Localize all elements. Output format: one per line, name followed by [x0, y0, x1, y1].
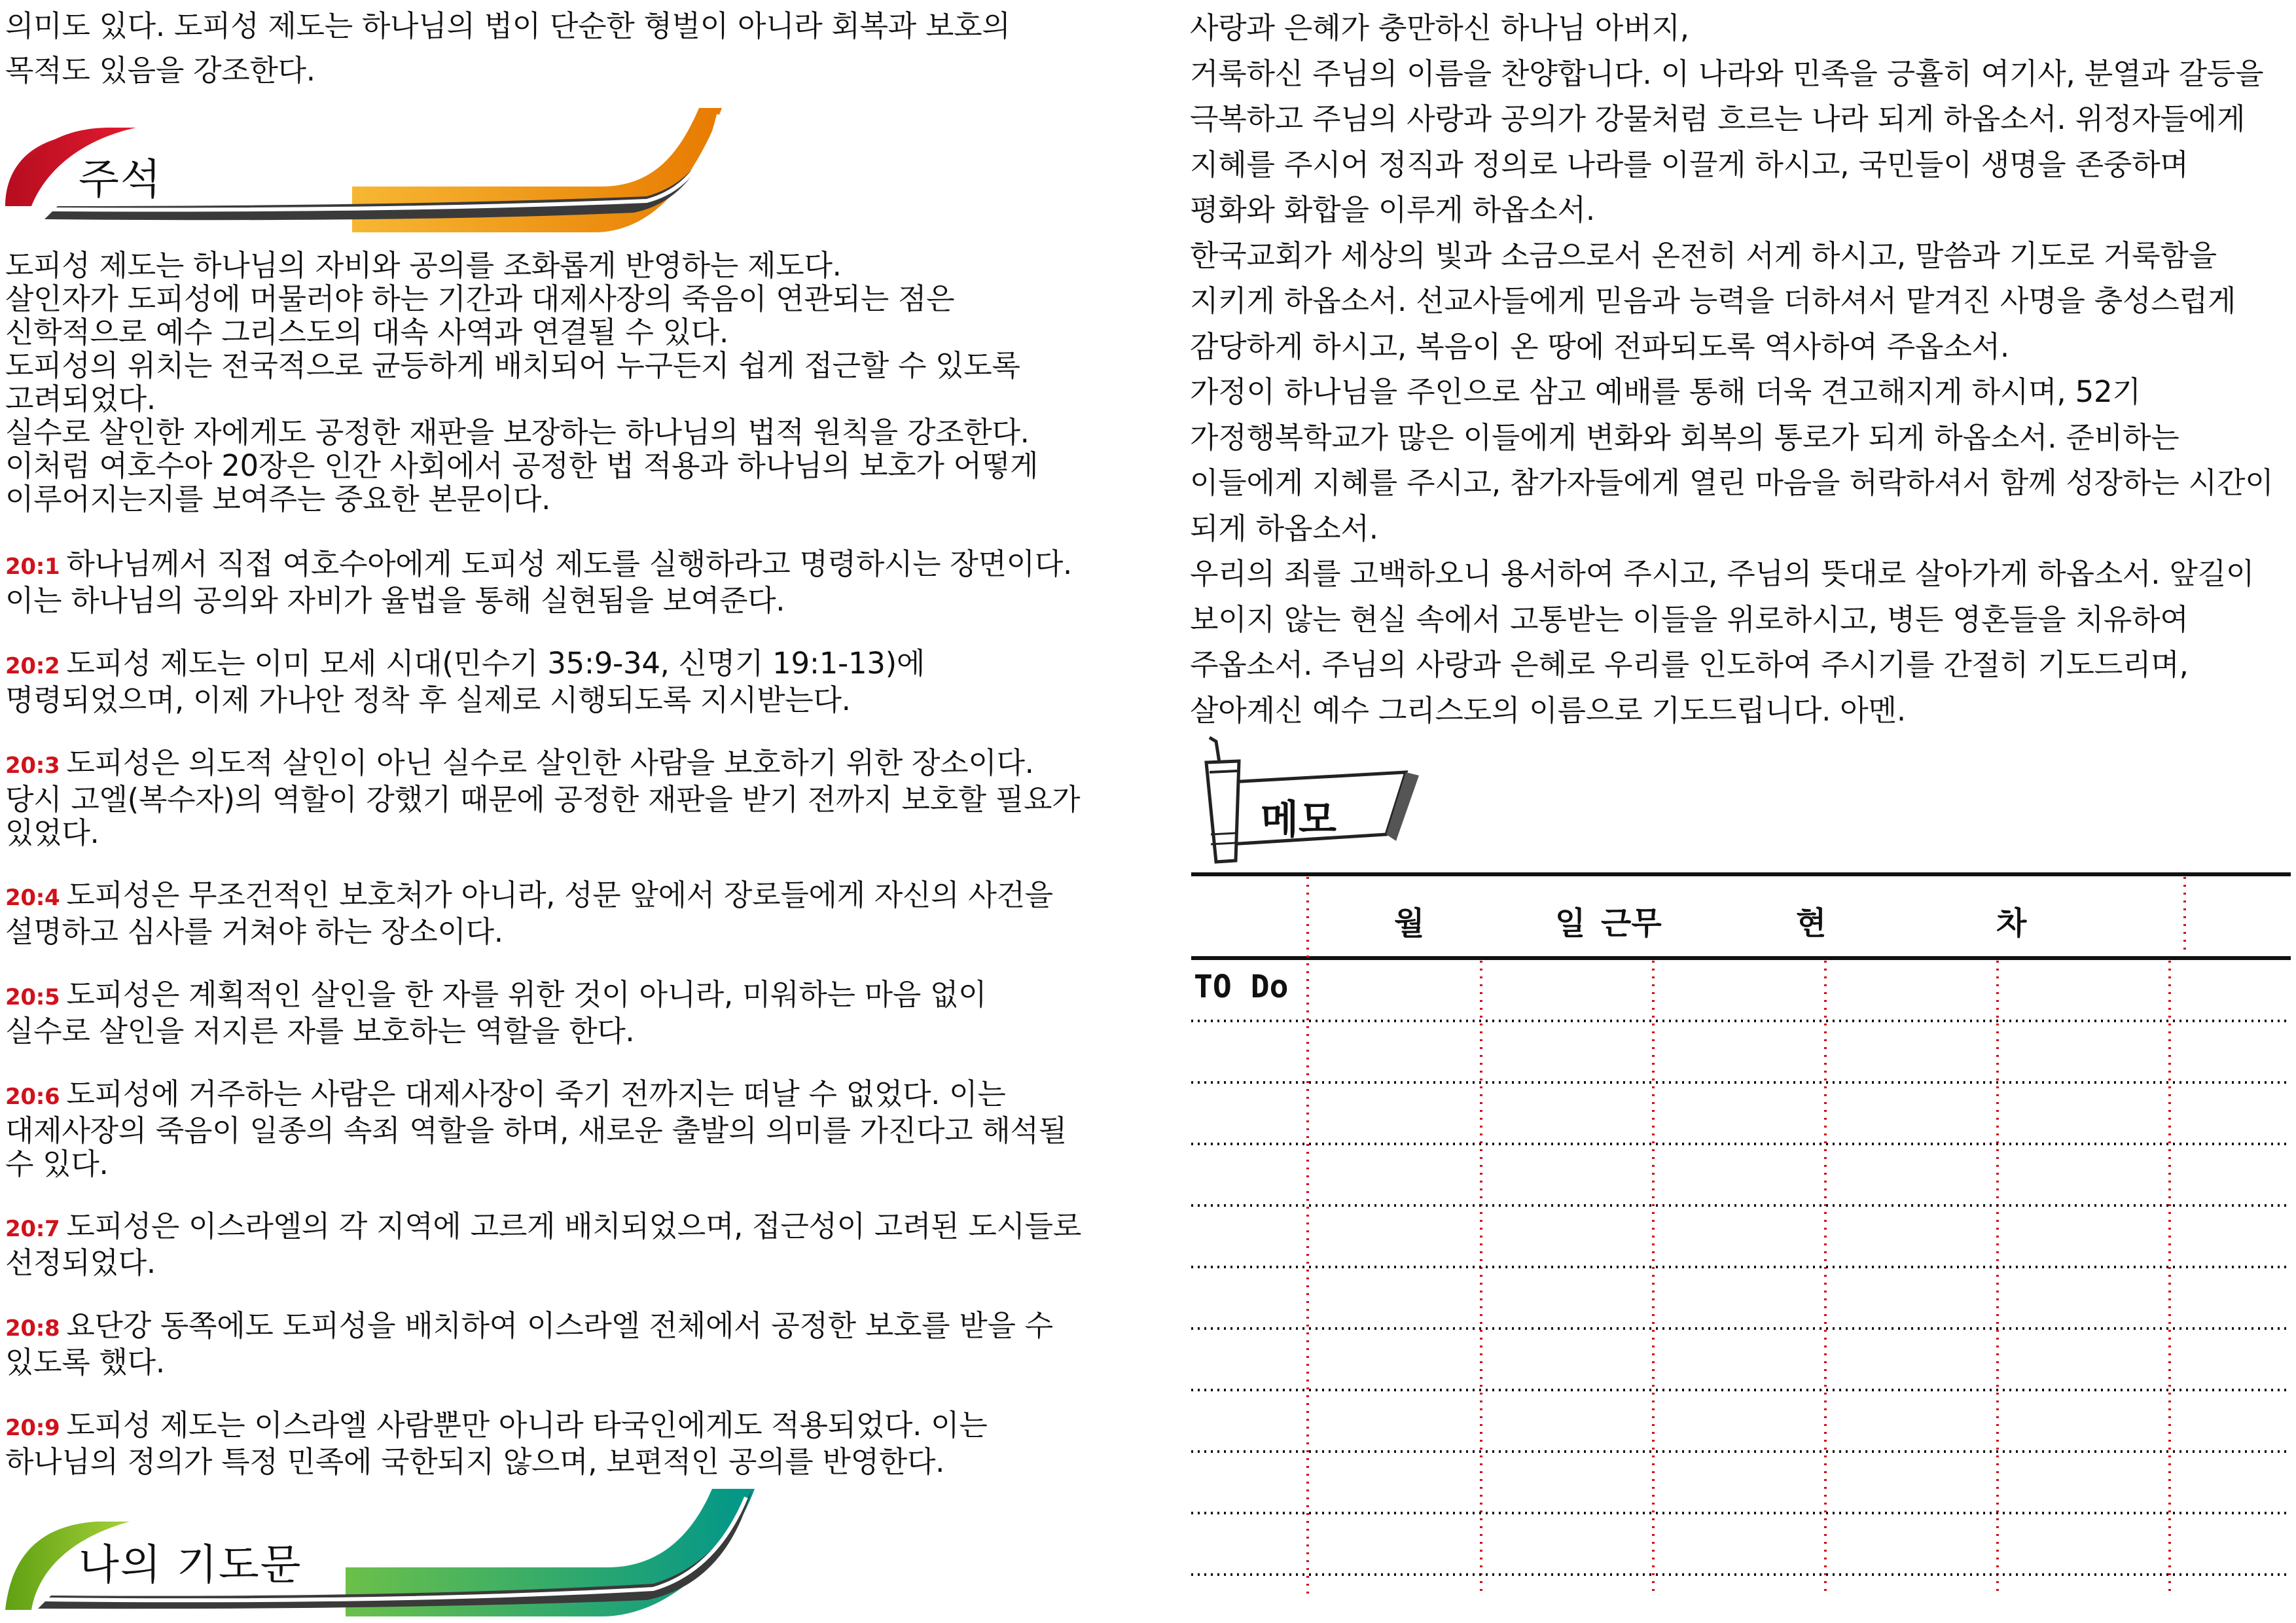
verse-text: 도피성은 의도적 살인이 아닌 실수로 살인한 사람을 보호하기 위한 장소이다. 당시 고엘(복수자)의 역할이 강했기 때문에 공정한 재판을 받기 전까지 보호할 필요가 있었다. — [5, 745, 1081, 850]
verse-item — [5, 878, 1118, 948]
notes-heading: 주석 — [79, 156, 162, 204]
verse-number: 20:5 — [5, 984, 60, 1010]
verse-text: 도피성은 무조건적인 보호처가 아니라, 성문 앞에서 장로들에게 자신의 사건을 설명하고 심사를 거쳐야 하는 장소이다. — [5, 878, 1053, 949]
verse-text: 하나님께서 직접 여호수아에게 도피성 제도를 실행하라고 명령하시는 장면이다. 이는 하나님의 공의와 자비가 율법을 통해 실현됨을 보여준다. — [5, 546, 1073, 618]
memo-table-grid — [1190, 870, 2292, 1597]
verse-item — [5, 978, 1118, 1048]
verse-text: 요단강 동쪽에도 도피성을 배치하여 이스라엘 전체에서 공정한 보호를 받을 수 있도록 했다. — [5, 1308, 1053, 1380]
verse-number: 20:8 — [5, 1315, 60, 1342]
verse-item — [5, 746, 1118, 849]
verse-text: 도피성에 거주하는 사람은 대제사장이 죽기 전까지는 떠날 수 없었다. 이는 대제사장의 죽음이 일종의 속죄 역할을 하며, 새로운 출발의 의미를 가진다고 해석될 수 있다. — [5, 1077, 1067, 1181]
notes-paragraph: 도피성 제도는 하나님의 자비와 공의를 조화롭게 반영하는 제도다. 살인자가 도피성에 머물러야 하는 기간과 대제사장의 죽음이 연관되는 점은 신학적으로 예수 그리스도의 대속 사역과 연결될 수 있다. 도피성의 위치는 전국적으로 균등하게 배치되어 누구든지 쉽게 접근할 수 있도록 고려되었다. 실수로 살인한 자에게도 공정한 재판을 보장하는 하나님의 법적 원칙을 강조한다. 이처럼 여호수아 20장은 인간 사회에서 공정한 법 적용과 하나님의 보호가 어떻게 이루어지는지를 보여주는 중요한 본문이다. — [5, 248, 1039, 516]
memo-header-order: 차 — [1996, 905, 2027, 942]
memo-header-work: 근무 — [1601, 905, 1662, 942]
verse-item — [5, 1309, 1118, 1379]
prayer-heading: 나의 기도문 — [79, 1541, 302, 1590]
verse-number: 20:4 — [5, 885, 60, 911]
memo-header-current: 현 — [1796, 905, 1827, 942]
memo-todo-label: TO Do — [1194, 969, 1289, 1005]
lead-paragraph: 의미도 있다. 도피성 제도는 하나님의 법이 단순한 형벌이 아니라 회복과 보호의 목적도 있음을 강조한다. — [5, 9, 1011, 88]
memo-header-day: 일 — [1555, 905, 1586, 942]
verse-item — [5, 1408, 1118, 1478]
verse-number: 20:3 — [5, 753, 60, 779]
prayer-text: 사랑과 은혜가 충만하신 하나님 아버지, 거룩하신 주님의 이름을 찬양합니다. 이 나라와 민족을 긍휼히 여기사, 분열과 갈등을 극복하고 주님의 사랑과 공의가 강물처럼 흐르는 나라 되게 하옵소서. 위정자들에게 지혜를 주시어 정직과 정의로 나라를 이끌게 하시고, 국민들이 생명을 존중하며 평화와 화합을 이루게 하옵소서. 한국교회가 세상의 빛과 소금으로서 온전히 서게 하시고, 말씀과 기도로 거룩함을 지키게 하옵소서. 선교사들에게 믿음과 능력을 더하셔서 맡겨진 사명을 충성스럽게 감당하게 하시고, 복음이 온 땅에 전파되도록 역사하여 주옵소서. 가정이 하나님을 주인으로 삼고 예배를 통해 더욱 견고해지게 하시며, 52기 가정행복학교가 많은 이들에게 변화와 회복의 통로가 되게 하옵소서. 준비하는 이들에게 지혜를 주시고, 참가자들에게 열린 마음을 허락하셔서 함께 성장하는 시간이 되게 하옵소서. 우리의 죄를 고백하오니 용서하여 주시고, 주님의 뜻대로 살아가게 하옵소서. 앞길이 보이지 않는 현실 속에서 고통받는 이들을 위로하시고, 병든 영혼들을 치유하여 주옵소서. 주님의 사랑과 은혜로 우리를 인도하여 주시기를 간절히 기도드리며, 살아계신 예수 그리스도의 이름으로 기도드립니다. 아멘. — [1190, 10, 2274, 728]
prayer-banner — [5, 1486, 764, 1616]
verse-text: 도피성은 이스라엘의 각 지역에 고르게 배치되었으며, 접근성이 고려된 도시들로 선정되었다. — [5, 1209, 1082, 1280]
verse-number: 20:1 — [5, 554, 60, 580]
memo-badge — [1190, 736, 1426, 867]
verse-item — [5, 1209, 1118, 1279]
verse-text: 도피성은 계획적인 살인을 한 자를 위한 것이 아니라, 미워하는 마음 없이 실수로 살인을 저지른 자를 보호하는 역할을 한다. — [5, 977, 987, 1048]
verse-item — [5, 547, 1118, 617]
verse-text: 도피성 제도는 이스라엘 사람뿐만 아니라 타국인에게도 적용되었다. 이는 하나님의 정의가 특정 민족에 국한되지 않으며, 보편적인 공의를 반영한다. — [5, 1408, 988, 1479]
verse-item — [5, 1077, 1118, 1181]
verse-number: 20:2 — [5, 653, 60, 679]
verse-number: 20:7 — [5, 1216, 60, 1242]
verse-number: 20:9 — [5, 1415, 60, 1441]
verse-text: 도피성 제도는 이미 모세 시대(민수기 35:9-34, 신명기 19:1-13)에 명령되었으며, 이제 가나안 정착 후 실제로 시행되도록 지시받는다. — [5, 646, 925, 717]
verse-item — [5, 647, 1118, 717]
memo-table — [1190, 870, 2292, 1597]
notes-banner — [5, 108, 764, 239]
memo-header-month: 월 — [1394, 905, 1425, 942]
verse-number: 20:6 — [5, 1084, 60, 1110]
memo-heading: 메모 — [1261, 797, 1336, 843]
